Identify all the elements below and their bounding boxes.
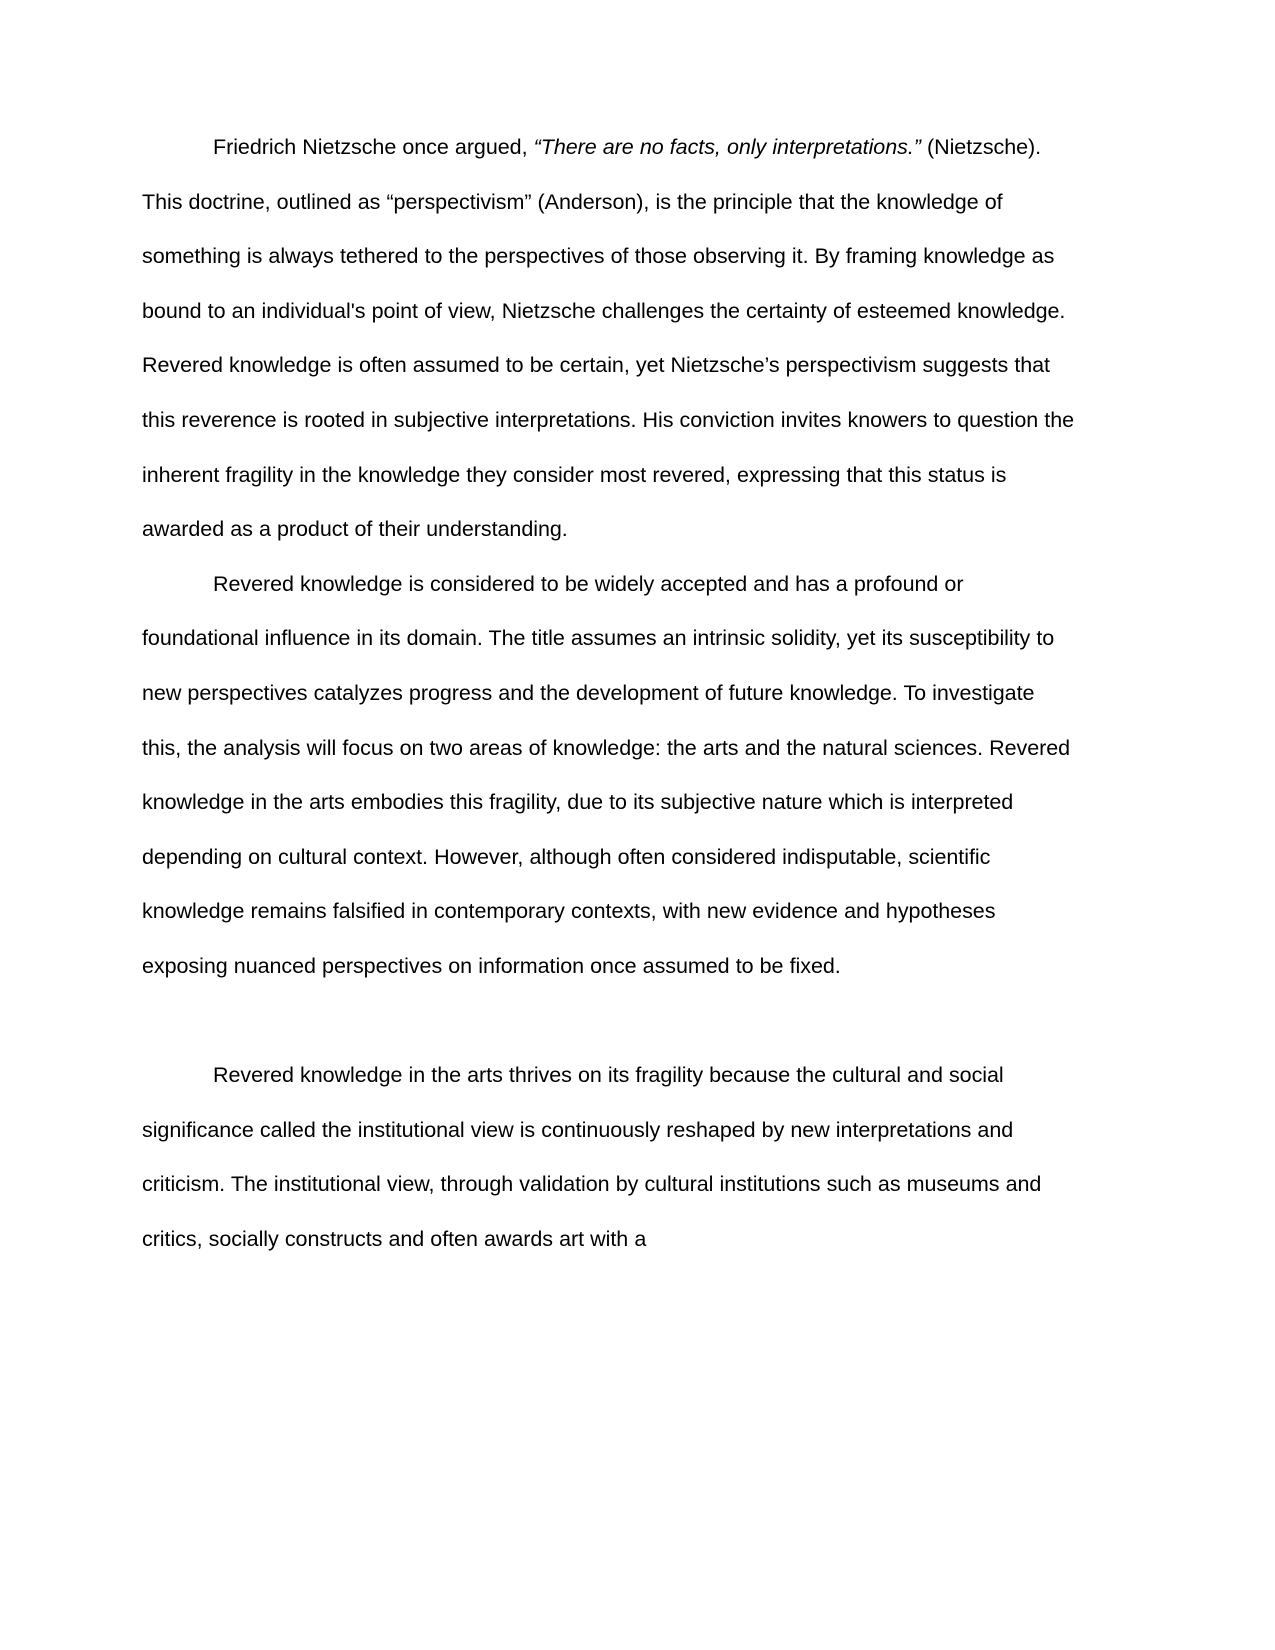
- paragraph-1: [142, 120, 1078, 557]
- paragraph-spacer: [142, 994, 1078, 1049]
- quoted-italic-text: “There are no facts, only interpretations.”: [533, 135, 921, 159]
- body-text: Friedrich Nietzsche once argued,: [213, 135, 534, 159]
- body-text: (Nietzsche). This doctrine, outlined as “perspectivism” (Anderson), is the principle that the knowledge of something is always tethered to the perspectives of those observing it. By framing knowledge as bound to an individual's point of view, Nietzsche challenges the certainty of esteemed knowledge. Revered knowledge is often assumed to be certain, yet Nietzsche’s perspectivism suggests that this reverence is rooted in subjective interpretations. His conviction invites knowers to question the inherent fragility in the knowledge they consider most revered, expressing that this status is awarded as a product of their understanding.: [142, 135, 1075, 542]
- body-text: Revered knowledge is considered to be widely accepted and has a profound or foundational influence in its domain. The title assumes an intrinsic solidity, yet its susceptibility to new perspectives catalyzes progress and the development of future knowledge. To investigate this, the analysis will focus on two areas of knowledge: the arts and the natural sciences. Revered knowledge in the arts embodies this fragility, due to its subjective nature which is interpreted depending on cultural context. However, although often considered indisputable, scientific knowledge remains falsified in contemporary contexts, with new evidence and hypotheses exposing nuanced perspectives on information once assumed to be fixed.: [142, 571, 1071, 978]
- paragraph-2: [142, 557, 1078, 994]
- document-text-body: [142, 120, 1078, 1266]
- body-text: Revered knowledge in the arts thrives on its fragility because the cultural and social significance called the institutional view is continuously reshaped by new interpretations and criticism. The institutional view, through validation by cultural institutions such as museums and critics, socially constructs and often awards art with a: [142, 1063, 1042, 1251]
- paragraph-3: [142, 1048, 1078, 1266]
